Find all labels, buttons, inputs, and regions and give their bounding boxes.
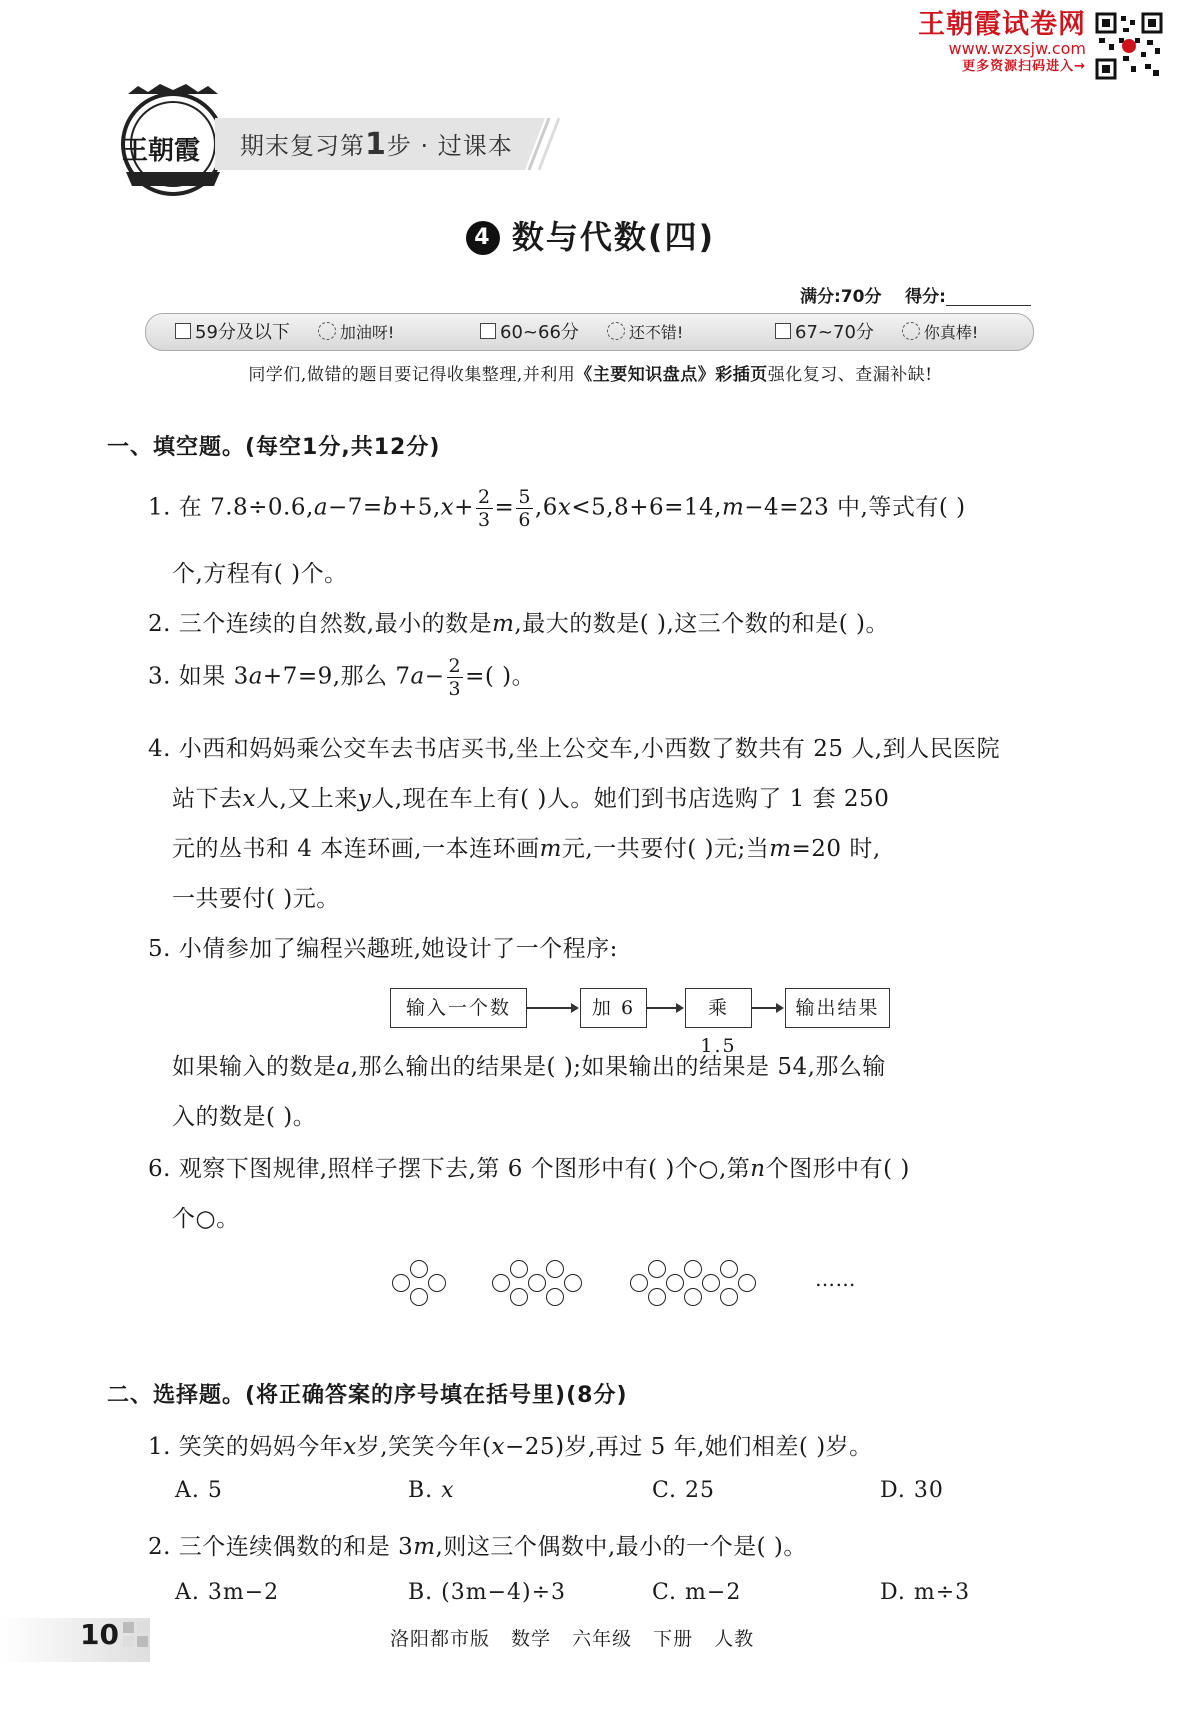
arrow-icon — [752, 1007, 782, 1009]
flow-step: 乘 1.5 — [685, 988, 752, 1028]
tip-line — [0, 360, 1181, 385]
s2-q2 — [148, 1528, 807, 1561]
full-score: 满分:70分 — [800, 287, 882, 307]
arrow-icon — [647, 1007, 682, 1009]
var: a — [336, 1054, 351, 1080]
title-number: 4 — [466, 221, 500, 255]
text: 2. 三个连续偶数的和是 3 — [148, 1534, 414, 1560]
circle-icon — [510, 1288, 528, 1306]
qr-code-icon[interactable] — [1095, 12, 1163, 80]
var: b — [382, 494, 398, 521]
flow-step: 输出结果 — [785, 988, 890, 1028]
text: + — [454, 494, 474, 521]
circle-icon — [684, 1288, 702, 1306]
smiley-icon — [902, 322, 920, 340]
pattern-ellipsis: …… — [815, 1267, 856, 1291]
fraction — [476, 486, 493, 531]
level-1 — [175, 318, 394, 344]
text: 人,又上来 — [255, 786, 358, 812]
text: B. — [408, 1478, 442, 1503]
option-c[interactable]: C. m−2 — [652, 1580, 742, 1605]
option-b[interactable]: B. (3m−4)÷3 — [408, 1580, 567, 1605]
text: 元的丛书和 4 本连环画,一本连环画 — [172, 836, 540, 862]
grid-icon — [123, 1622, 149, 1648]
q2 — [148, 605, 889, 638]
text: ,则这三个偶数中,最小的一个是( )。 — [435, 1534, 807, 1560]
var: x — [343, 1434, 357, 1460]
text: − — [424, 663, 445, 690]
text: −25)岁,再过 5 年,她们相差( )岁。 — [505, 1434, 873, 1460]
score-label: 得分: — [905, 287, 946, 307]
option-c[interactable]: C. 25 — [652, 1478, 716, 1503]
var: m — [721, 494, 745, 521]
footer-text: 洛阳都市版 数学 六年级 下册 人教 — [390, 1628, 755, 1650]
text: =20 时, — [791, 836, 881, 862]
text: 1. 笑笑的妈妈今年 — [148, 1434, 344, 1460]
q4-line3 — [172, 830, 881, 863]
circle-icon — [720, 1288, 738, 1306]
text: <5,8+6=14, — [571, 494, 722, 521]
option-b[interactable] — [408, 1478, 455, 1503]
text: 1. 在 7.8÷0.6, — [148, 494, 314, 521]
circle-icon — [684, 1260, 702, 1278]
smiley-icon — [607, 322, 625, 340]
var: x — [242, 786, 256, 812]
circle-icon — [666, 1274, 684, 1292]
circle-icon — [528, 1274, 546, 1292]
text: 人,现在车上有( )人。她们到书店选购了 1 套 250 — [371, 786, 890, 812]
circle-icon — [648, 1260, 666, 1278]
denominator: 3 — [448, 678, 462, 700]
var: x — [441, 1478, 455, 1503]
text: ,6 — [534, 494, 558, 521]
denominator: 6 — [518, 509, 531, 531]
level-3 — [775, 318, 978, 344]
level-comment: 你真棒! — [923, 323, 979, 342]
brand-url[interactable]: www.wzxsjw.com — [948, 39, 1086, 58]
var: m — [413, 1534, 436, 1560]
var: y — [357, 786, 372, 812]
section-2-heading: 二、选择题。(将正确答案的序号填在括号里)(8分) — [107, 1383, 628, 1408]
q3 — [148, 655, 535, 700]
text: −4=23 中,等式有( ) — [744, 494, 966, 521]
text: +7=9,那么 7 — [262, 663, 411, 690]
circle-icon — [564, 1274, 582, 1292]
circle-pattern — [392, 1260, 812, 1310]
q5-line1 — [172, 1048, 886, 1081]
level-range: 60~66分 — [500, 322, 579, 343]
circle-icon — [630, 1274, 648, 1292]
q4-line4: 一共要付( )元。 — [172, 886, 340, 912]
arrow-icon — [527, 1007, 577, 1009]
section-1-heading: 一、填空题。(每空1分,共12分) — [107, 435, 441, 460]
score-line — [800, 282, 1031, 307]
text: 个图形中有( ) — [765, 1156, 910, 1182]
checkbox[interactable] — [775, 323, 791, 339]
q5-line2: 入的数是( )。 — [172, 1104, 317, 1130]
text: −7= — [328, 494, 383, 521]
text: 3. 如果 3 — [148, 663, 249, 690]
text: ,最大的数是( ),这三个数的和是( )。 — [514, 611, 890, 637]
fraction — [447, 655, 464, 700]
flow-step: 加 6 — [580, 988, 647, 1028]
text: = — [494, 494, 515, 521]
circle-icon — [546, 1260, 564, 1278]
circle-icon — [702, 1274, 720, 1292]
page-number: 10 — [80, 1618, 119, 1651]
page-title — [0, 212, 1181, 258]
option-d[interactable]: D. 30 — [880, 1478, 944, 1503]
level-comment: 还不错! — [628, 323, 684, 342]
tip-bold: 《主要知识盘点》彩插页 — [575, 365, 768, 385]
text: 如果输入的数是 — [172, 1054, 337, 1080]
circle-icon — [546, 1288, 564, 1306]
checkbox[interactable] — [480, 323, 496, 339]
q1-line2: 个,方程有( )个。 — [172, 561, 348, 587]
flow-step: 输入一个数 — [390, 988, 527, 1028]
smiley-icon — [318, 322, 336, 340]
checkbox[interactable] — [175, 323, 191, 339]
brand-name: 王朝霞试卷网 — [918, 9, 1086, 40]
option-d[interactable]: D. m÷3 — [880, 1580, 971, 1605]
level-range: 59分及以下 — [195, 322, 290, 343]
q4-line2 — [172, 780, 889, 813]
level-range: 67~70分 — [795, 322, 874, 343]
var: m — [492, 611, 515, 637]
text: 2. 三个连续的自然数,最小的数是 — [148, 611, 493, 637]
circle-icon — [428, 1274, 446, 1292]
numerator: 2 — [477, 486, 491, 508]
level-2 — [480, 318, 683, 344]
logo-text: 王朝霞 — [122, 136, 201, 166]
var: a — [248, 663, 263, 690]
numerator: 2 — [448, 655, 462, 677]
circle-icon — [392, 1274, 410, 1292]
brand-more: 更多资源扫码进入→ — [962, 59, 1086, 74]
banner-step: 1 — [365, 127, 387, 162]
var: x — [557, 494, 572, 521]
level-comment: 加油呀! — [339, 323, 395, 342]
circle-icon — [648, 1288, 666, 1306]
circle-icon — [410, 1288, 428, 1306]
fraction — [516, 486, 533, 531]
q1-line1 — [148, 486, 966, 531]
q6-line1 — [148, 1150, 910, 1183]
s2-q1 — [148, 1428, 873, 1461]
text: 元,一共要付( )元;当 — [561, 836, 770, 862]
tip-before: 同学们,做错的题目要记得收集整理,并利用 — [248, 365, 576, 385]
text: ,那么输出的结果是( );如果输出的结果是 54,那么输 — [350, 1054, 886, 1080]
text: 站下去 — [172, 786, 243, 812]
circle-icon — [410, 1260, 428, 1278]
q6-line2: 个○。 — [172, 1206, 240, 1232]
var: m — [769, 836, 792, 862]
tip-after: 强化复习、查漏补缺! — [767, 365, 933, 385]
denominator: 3 — [477, 509, 491, 531]
text: =( )。 — [465, 663, 536, 690]
title-text: 数与代数(四) — [511, 218, 716, 256]
circle-icon — [492, 1274, 510, 1292]
option-a[interactable]: A. 5 — [175, 1478, 223, 1503]
q4-line1: 4. 小西和妈妈乘公交车去书店买书,坐上公交车,小西数了数共有 25 人,到人民医院 — [148, 736, 1001, 762]
banner-prefix: 期末复习第 — [240, 132, 365, 160]
circle-icon — [738, 1274, 756, 1292]
numerator: 5 — [518, 486, 531, 508]
banner-suffix: 步 · 过课本 — [386, 132, 513, 160]
var: a — [313, 494, 329, 521]
var: n — [750, 1156, 766, 1182]
option-a[interactable]: A. 3m−2 — [175, 1580, 280, 1605]
text: 6. 观察下图规律,照样子摆下去,第 6 个图形中有( )个○,第 — [148, 1156, 751, 1182]
score-blank[interactable] — [946, 287, 1031, 306]
text: +5, — [397, 494, 441, 521]
var: m — [539, 836, 562, 862]
circle-icon — [510, 1260, 528, 1278]
circle-icon — [720, 1260, 738, 1278]
banner-text — [240, 126, 513, 162]
q5-intro: 5. 小倩参加了编程兴趣班,她设计了一个程序: — [148, 936, 618, 962]
text: 岁,笑笑今年( — [356, 1434, 492, 1460]
brand-block — [918, 10, 1086, 76]
var: x — [491, 1434, 506, 1460]
var: a — [410, 663, 425, 690]
var: x — [440, 494, 455, 521]
